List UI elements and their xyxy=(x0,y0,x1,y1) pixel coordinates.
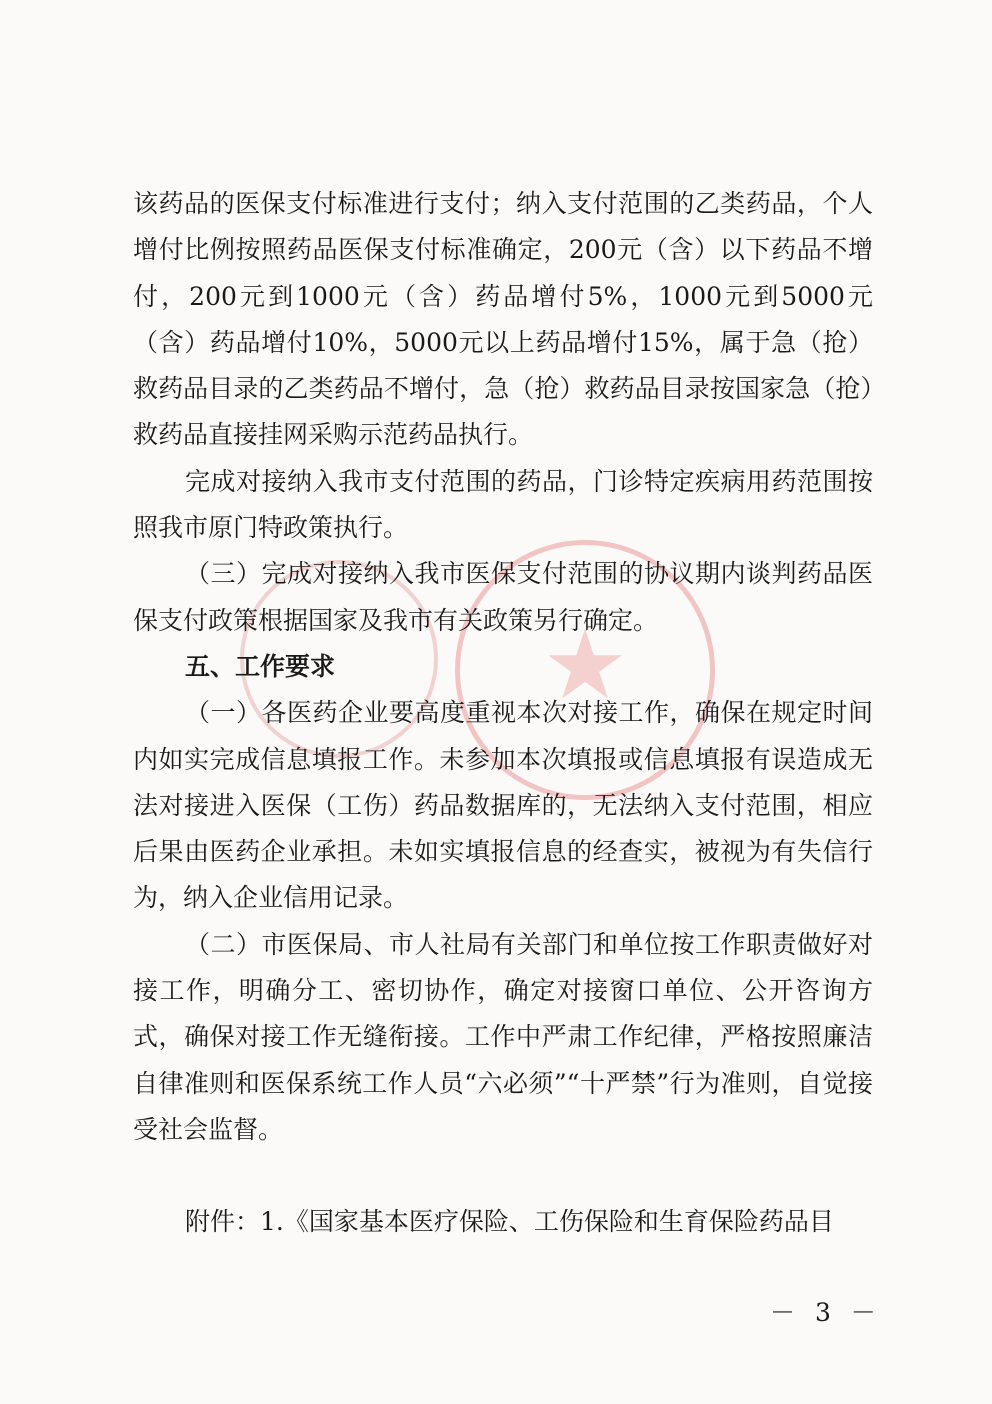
document-body xyxy=(133,181,873,1246)
paragraph-outpatient-disease: 完成对接纳入我市支付范围的药品，门诊特定疾病用药范围按照我市原门特政策执行。 xyxy=(133,466,873,543)
attachment-line: 附件：1.《国家基本医疗保险、工伤保险和生育保险药品目 xyxy=(185,1207,834,1237)
page-number: － 3 － xyxy=(770,1298,882,1327)
requirement-item-1: （一）各医药企业要高度重视本次对接工作，确保在规定时间内如实完成信息填报工作。未参加本次填报或信息填报有误造成无法对接进入医保（工伤）药品数据库的，无法纳入支付范围，相应后果由医药企业承担。未如实填报信息的经查实，被视为有失信行为，纳入企业信用记录。 xyxy=(133,698,873,913)
requirement-item-2: （二）市医保局、市人社局有关部门和单位按工作职责做好对接工作，明确分工、密切协作，确定对接窗口单位、公开咨询方式，确保对接工作无缝衔接。工作中严肃工作纪律，严格按照廉洁自律准则和医保系统工作人员“六必须”“十严禁”行为准则，自觉接受社会监督。 xyxy=(133,929,873,1144)
paragraph-payment-standard: 该药品的医保支付标准进行支付；纳入支付范围的乙类药品，个人增付比例按照药品医保支付标准确定，200元（含）以下药品不增付，200元到1000元（含）药品增付5%，1000元到5000元（含）药品增付10%，5000元以上药品增付15%，属于急（抢）救药品目录的乙类药品不增付，急（抢）救药品目录按国家急（抢）救药品直接挂网采购示范药品执行。 xyxy=(133,189,873,450)
paragraph-negotiated-drugs: （三）完成对接纳入我市医保支付范围的协议期内谈判药品医保支付政策根据国家及我市有关政策另行确定。 xyxy=(133,559,873,635)
section-heading: 五、工作要求 xyxy=(185,651,336,681)
seal-star-icon: ★ xyxy=(541,609,629,722)
